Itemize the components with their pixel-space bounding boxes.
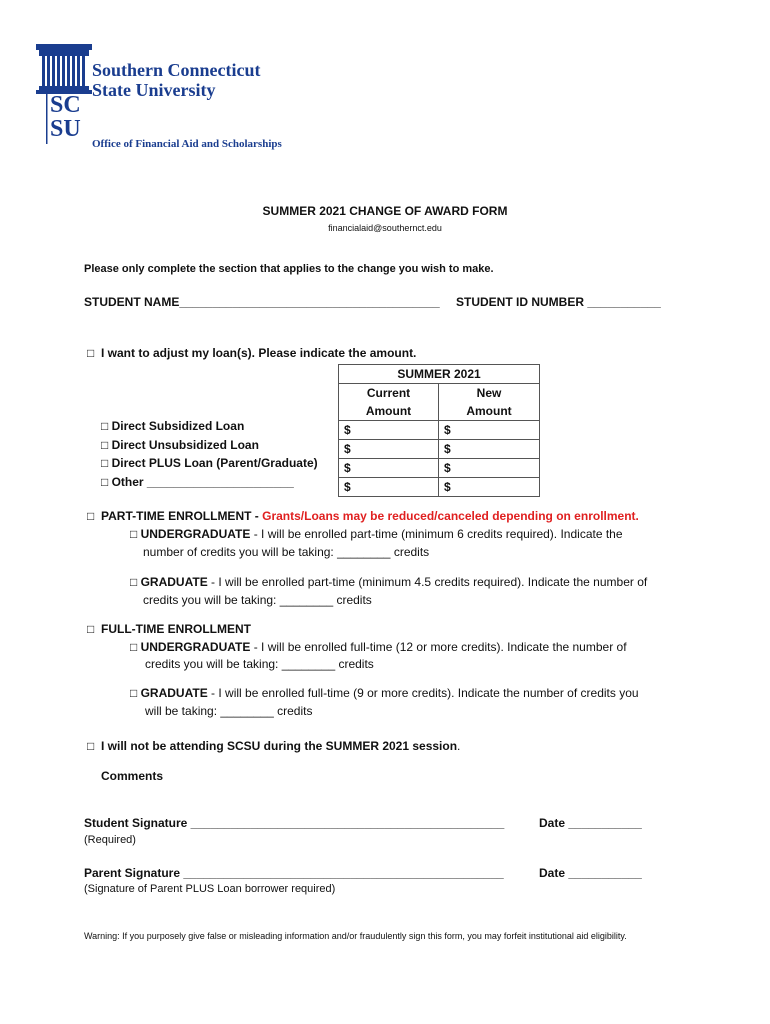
new-amount-cell[interactable]: $ bbox=[439, 421, 540, 440]
part-time-heading bbox=[101, 509, 639, 523]
full-time-grad-option[interactable] bbox=[130, 686, 639, 700]
col-current-header-2: Amount bbox=[339, 402, 439, 421]
loan-row-plus[interactable]: □ Direct PLUS Loan (Parent/Graduate) bbox=[101, 456, 318, 470]
col-new-header: New bbox=[439, 384, 540, 403]
logo-office-name: Office of Financial Aid and Scholarships bbox=[92, 138, 282, 150]
parent-date-field[interactable]: Date ___________ bbox=[539, 866, 642, 880]
undergrad-text: - I will be enrolled part-time (minimum 6 credits required). Indicate the bbox=[250, 527, 623, 541]
new-amount-cell[interactable]: $ bbox=[439, 459, 540, 478]
table-title: SUMMER 2021 bbox=[339, 365, 540, 384]
new-amount-cell[interactable]: $ bbox=[439, 478, 540, 497]
logo-sc: SC bbox=[50, 92, 81, 118]
part-time-grad-option[interactable] bbox=[130, 575, 647, 589]
comments-label: Comments bbox=[101, 769, 164, 783]
checkbox-icon[interactable]: □ bbox=[130, 686, 141, 700]
checkbox-icon[interactable]: □ bbox=[130, 640, 141, 654]
undergrad-label: UNDERGRADUATE bbox=[140, 640, 251, 654]
not-attending-checkbox[interactable]: □ bbox=[87, 739, 95, 753]
student-date-field[interactable]: Date ___________ bbox=[539, 816, 642, 830]
undergrad-label: UNDERGRADUATE bbox=[140, 527, 251, 541]
part-time-undergrad-option[interactable] bbox=[130, 527, 623, 541]
col-new-header-2: Amount bbox=[439, 402, 540, 421]
current-amount-cell[interactable]: $ bbox=[339, 478, 439, 497]
form-title: SUMMER 2021 CHANGE OF AWARD FORM bbox=[262, 204, 508, 218]
loan-heading: I want to adjust my loan(s). Please indicate the amount. bbox=[101, 346, 417, 360]
logo-university-name-line1: Southern Connecticut bbox=[92, 60, 261, 80]
checkbox-icon[interactable]: □ bbox=[130, 575, 141, 589]
full-time-undergrad-option[interactable] bbox=[130, 640, 627, 654]
current-amount-cell[interactable]: $ bbox=[339, 421, 439, 440]
full-time-checkbox[interactable]: □ bbox=[87, 622, 95, 636]
loan-row-other[interactable]: □ Other ______________________ bbox=[101, 475, 294, 489]
full-time-undergrad-credits[interactable]: credits you will be taking: ________ credits bbox=[145, 657, 374, 671]
grad-label: GRADUATE bbox=[140, 575, 208, 589]
current-amount-cell[interactable]: $ bbox=[339, 459, 439, 478]
grad-label: GRADUATE bbox=[140, 686, 208, 700]
parent-signature-note: (Signature of Parent PLUS Loan borrower required) bbox=[84, 883, 336, 895]
fraud-warning: Warning: If you purposely give false or misleading information and/or fraudulently sign this form, you may forfeit institutional aid eligibility. bbox=[84, 931, 627, 941]
checkbox-icon[interactable]: □ bbox=[130, 527, 141, 541]
full-time-heading: FULL-TIME ENROLLMENT bbox=[101, 622, 251, 636]
not-attending-text bbox=[101, 739, 460, 753]
grad-text: - I will be enrolled full-time (9 or more credits). Indicate the number of credits you bbox=[207, 686, 639, 700]
loan-row-unsubsidized[interactable]: □ Direct Unsubsidized Loan bbox=[101, 438, 259, 452]
part-time-warning: Grants/Loans may be reduced/canceled depending on enrollment. bbox=[262, 509, 639, 523]
part-time-label: PART-TIME ENROLLMENT - bbox=[101, 509, 263, 523]
new-amount-cell[interactable]: $ bbox=[439, 440, 540, 459]
loan-checkbox[interactable]: □ bbox=[87, 346, 95, 360]
student-signature-field[interactable]: Student Signature _______________________________________________ bbox=[84, 816, 505, 830]
undergrad-text: - I will be enrolled full-time (12 or more credits). Indicate the number of bbox=[250, 640, 627, 654]
loan-table bbox=[338, 364, 540, 497]
current-amount-cell[interactable]: $ bbox=[339, 440, 439, 459]
student-name-field[interactable]: STUDENT NAME_______________________________________ bbox=[84, 295, 440, 309]
logo-su: SU bbox=[50, 116, 81, 142]
part-time-grad-credits[interactable]: credits you will be taking: ________ credits bbox=[143, 593, 372, 607]
loan-row-subsidized[interactable]: □ Direct Subsidized Loan bbox=[101, 419, 245, 433]
student-signature-note: (Required) bbox=[84, 834, 136, 846]
student-id-field[interactable]: STUDENT ID NUMBER ___________ bbox=[456, 295, 661, 309]
parent-signature-field[interactable]: Parent Signature ________________________________________________ bbox=[84, 866, 504, 880]
not-attending-label: I will not be attending SCSU during the SUMMER 2021 session bbox=[101, 739, 458, 753]
full-time-grad-credits[interactable]: will be taking: ________ credits bbox=[145, 704, 313, 718]
part-time-checkbox[interactable]: □ bbox=[87, 509, 95, 523]
col-current-header: Current bbox=[339, 384, 439, 403]
logo-university-name-line2: State University bbox=[92, 80, 216, 100]
grad-text: - I will be enrolled part-time (minimum 4.5 credits required). Indicate the number of bbox=[207, 575, 648, 589]
not-attending-period: . bbox=[457, 739, 461, 753]
contact-email: financialaid@southernct.edu bbox=[328, 223, 442, 233]
part-time-undergrad-credits[interactable]: number of credits you will be taking: ________ credits bbox=[143, 545, 430, 559]
instruction-text: Please only complete the section that applies to the change you wish to make. bbox=[84, 263, 494, 275]
